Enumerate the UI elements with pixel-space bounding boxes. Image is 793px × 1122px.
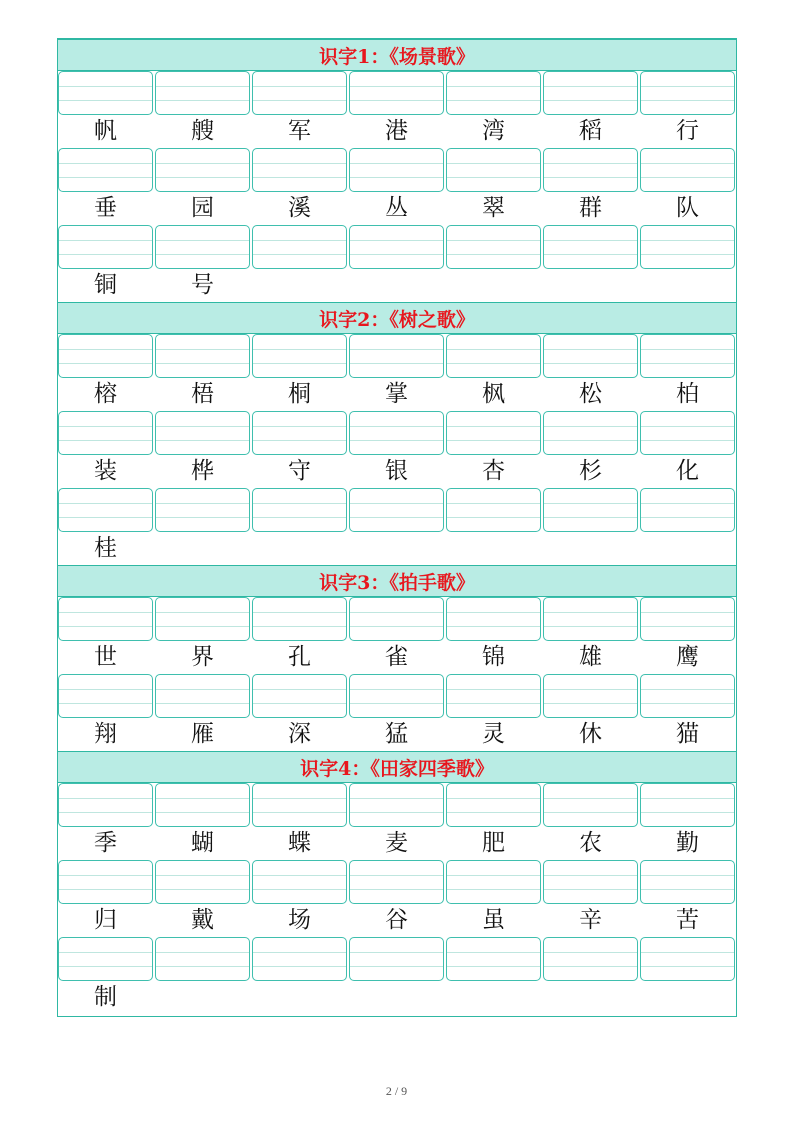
pinyin-writing-box[interactable] [58,225,153,269]
pinyin-writing-box[interactable] [58,488,153,532]
pinyin-writing-box[interactable] [543,148,638,192]
character: 雀 [385,644,408,670]
character: 松 [579,381,602,407]
character: 湾 [482,118,505,144]
pinyin-writing-box[interactable] [446,411,541,455]
pinyin-writing-box[interactable] [446,597,541,641]
character-row [58,532,736,565]
section-title: 识字2：《树之歌》 [58,302,736,334]
character: 杉 [579,458,602,484]
pinyin-writing-box[interactable] [543,488,638,532]
character-row [58,904,736,937]
character: 翔 [94,721,117,747]
character: 戴 [191,907,214,933]
character: 虽 [482,907,505,933]
character: 行 [676,118,699,144]
pinyin-writing-box[interactable] [640,225,735,269]
character: 雁 [191,721,214,747]
character: 界 [191,644,214,670]
pinyin-writing-box[interactable] [640,783,735,827]
character: 猫 [676,721,699,747]
pinyin-writing-box[interactable] [58,148,153,192]
pinyin-writing-box[interactable] [543,860,638,904]
character: 农 [579,830,602,856]
pinyin-writing-box[interactable] [640,148,735,192]
pinyin-writing-box[interactable] [543,225,638,269]
character: 垂 [94,195,117,221]
pinyin-writing-box[interactable] [155,411,250,455]
character: 世 [94,644,117,670]
pinyin-writing-box[interactable] [252,334,347,378]
pinyin-writing-box[interactable] [640,488,735,532]
character: 蝴 [191,830,214,856]
pinyin-writing-box[interactable] [155,937,250,981]
character: 艘 [191,118,214,144]
character: 雄 [579,644,602,670]
pinyin-writing-box[interactable] [58,860,153,904]
character: 榕 [94,381,117,407]
page-number: 2 / 9 [385,1084,408,1098]
character: 翠 [482,195,505,221]
pinyin-writing-box[interactable] [252,674,347,718]
character-row [58,269,736,302]
character: 制 [94,984,117,1010]
character: 军 [288,118,311,144]
character: 群 [579,195,602,221]
character: 苦 [676,907,699,933]
character: 港 [385,118,408,144]
pinyin-writing-box[interactable] [349,674,444,718]
character: 稻 [579,118,602,144]
pinyin-writing-box[interactable] [349,937,444,981]
character: 园 [191,195,214,221]
pinyin-writing-box[interactable] [155,860,250,904]
pinyin-writing-box[interactable] [446,937,541,981]
section-title: 识字3：《拍手歌》 [58,565,736,597]
character: 辛 [579,907,602,933]
character-row [58,641,736,674]
pinyin-writing-box[interactable] [155,71,250,115]
pinyin-writing-box[interactable] [640,411,735,455]
pinyin-box-row [58,860,736,904]
pinyin-writing-box[interactable] [58,411,153,455]
pinyin-writing-box[interactable] [349,334,444,378]
character: 锦 [482,644,505,670]
character-row [58,115,736,148]
pinyin-writing-box[interactable] [155,597,250,641]
pinyin-box-row [58,148,736,192]
character-row [58,827,736,860]
pinyin-writing-box[interactable] [640,334,735,378]
character-row [58,378,736,411]
worksheet [57,38,737,1017]
pinyin-box-row [58,937,736,981]
character: 银 [385,458,408,484]
pinyin-writing-box[interactable] [543,71,638,115]
pinyin-writing-box[interactable] [446,860,541,904]
pinyin-writing-box[interactable] [543,411,638,455]
pinyin-box-row [58,225,736,269]
pinyin-writing-box[interactable] [252,937,347,981]
character-row [58,718,736,751]
pinyin-writing-box[interactable] [446,334,541,378]
character: 铜 [94,272,117,298]
character: 蝶 [288,830,311,856]
pinyin-writing-box[interactable] [446,148,541,192]
pinyin-writing-box[interactable] [640,674,735,718]
character: 归 [94,907,117,933]
character: 勤 [676,830,699,856]
character: 溪 [288,195,311,221]
pinyin-writing-box[interactable] [252,225,347,269]
pinyin-writing-box[interactable] [543,783,638,827]
pinyin-box-row [58,71,736,115]
pinyin-writing-box[interactable] [58,597,153,641]
character: 场 [288,907,311,933]
character: 孔 [288,644,311,670]
pinyin-writing-box[interactable] [349,597,444,641]
pinyin-writing-box[interactable] [252,783,347,827]
pinyin-writing-box[interactable] [446,783,541,827]
character: 谷 [385,907,408,933]
character: 梧 [191,381,214,407]
pinyin-writing-box[interactable] [252,597,347,641]
pinyin-box-row [58,783,736,827]
character: 麦 [385,830,408,856]
pinyin-box-row [58,674,736,718]
pinyin-writing-box[interactable] [640,71,735,115]
pinyin-writing-box[interactable] [543,937,638,981]
character: 守 [288,458,311,484]
character: 柏 [676,381,699,407]
character: 桐 [288,381,311,407]
character: 肥 [482,830,505,856]
pinyin-writing-box[interactable] [252,488,347,532]
character: 桂 [94,535,117,561]
pinyin-writing-box[interactable] [543,597,638,641]
character: 杏 [482,458,505,484]
pinyin-writing-box[interactable] [155,334,250,378]
pinyin-writing-box[interactable] [349,860,444,904]
pinyin-writing-box[interactable] [349,488,444,532]
pinyin-writing-box[interactable] [58,783,153,827]
pinyin-writing-box[interactable] [446,225,541,269]
character: 丛 [385,195,408,221]
pinyin-writing-box[interactable] [252,411,347,455]
character: 猛 [385,721,408,747]
pinyin-writing-box[interactable] [58,937,153,981]
pinyin-writing-box[interactable] [446,71,541,115]
character: 休 [579,721,602,747]
pinyin-writing-box[interactable] [349,225,444,269]
character: 灵 [482,721,505,747]
section-title: 识字1：《场景歌》 [58,39,736,71]
pinyin-box-row [58,334,736,378]
pinyin-writing-box[interactable] [155,674,250,718]
pinyin-writing-box[interactable] [349,148,444,192]
character-row [58,981,736,1014]
character: 枫 [482,381,505,407]
pinyin-writing-box[interactable] [58,71,153,115]
character: 深 [288,721,311,747]
pinyin-box-row [58,488,736,532]
character-row [58,192,736,225]
character: 队 [676,195,699,221]
pinyin-writing-box[interactable] [155,488,250,532]
pinyin-writing-box[interactable] [58,334,153,378]
pinyin-writing-box[interactable] [543,334,638,378]
pinyin-writing-box[interactable] [349,71,444,115]
section-title: 识字4：《田家四季歌》 [58,751,736,783]
pinyin-writing-box[interactable] [252,71,347,115]
pinyin-writing-box[interactable] [640,597,735,641]
pinyin-writing-box[interactable] [446,674,541,718]
character: 桦 [191,458,214,484]
pinyin-box-row [58,411,736,455]
pinyin-writing-box[interactable] [446,488,541,532]
pinyin-writing-box[interactable] [349,411,444,455]
pinyin-writing-box[interactable] [252,860,347,904]
character: 帆 [94,118,117,144]
pinyin-writing-box[interactable] [252,148,347,192]
pinyin-writing-box[interactable] [640,937,735,981]
character: 装 [94,458,117,484]
character: 掌 [385,381,408,407]
pinyin-writing-box[interactable] [543,674,638,718]
pinyin-writing-box[interactable] [155,148,250,192]
pinyin-box-row [58,597,736,641]
pinyin-writing-box[interactable] [58,674,153,718]
character: 化 [676,458,699,484]
character-row [58,455,736,488]
pinyin-writing-box[interactable] [155,783,250,827]
character: 季 [94,830,117,856]
character: 鹰 [676,644,699,670]
pinyin-writing-box[interactable] [640,860,735,904]
character: 号 [191,272,214,298]
pinyin-writing-box[interactable] [155,225,250,269]
pinyin-writing-box[interactable] [349,783,444,827]
